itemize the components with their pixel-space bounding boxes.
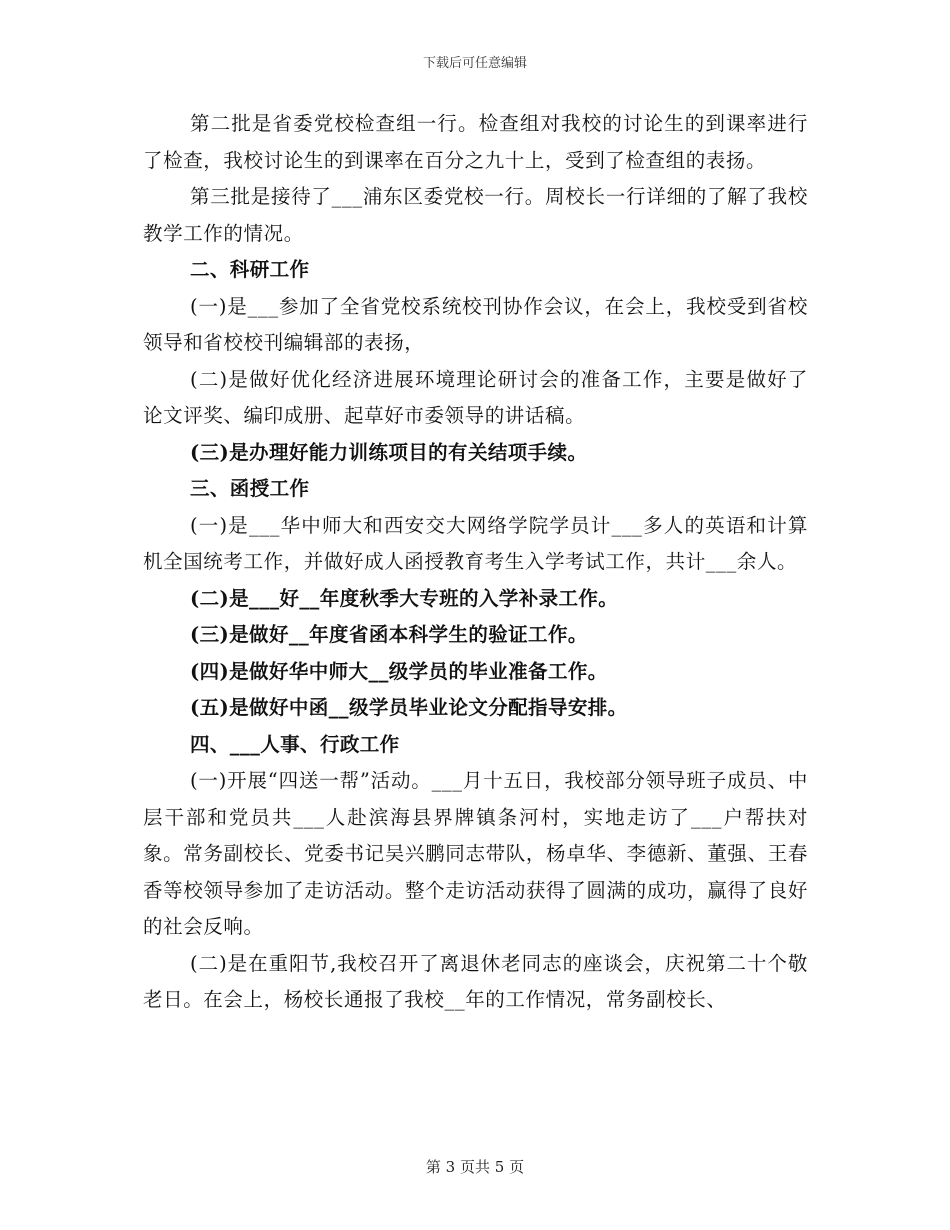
paragraph-5: (二)是做好优化经济进展环境理论研讨会的准备工作，主要是做好了论文评奖、编印成册、起草好市委领导的讲话稿。 [143, 367, 808, 427]
paragraph-10: (三)是做好__年度省函本科学生的验证工作。 [190, 623, 588, 646]
paragraph-9: (二)是___好__年度秋季大专班的入学补录工作。 [190, 586, 619, 610]
section-heading-personnel: 四、___人事、行政工作 [190, 732, 400, 756]
paragraph-11: (四)是做好华中师大__级学员的毕业准备工作。 [190, 659, 608, 683]
paragraph-14: (一)开展“四送一帮”活动。___月十五日，我校部分领导班子成员、中层干部和党员共___人赴滨海县界牌镇条河村，实地走访了___户帮扶对象。常务副校长、党委书记吴兴鹏同志带队，杨卓华、李德新、董强、王春香等校领导参加了走访活动。整个走访活动获得了圆满的成功，赢得了良好的社会反响。 [143, 769, 808, 938]
paragraph-2: 第三批是接待了___浦东区委党校一行。周校长一行详细的了解了我校教学工作的情况。 [143, 185, 808, 245]
page-footer: 第 3 页共 5 页 [425, 1158, 525, 1176]
paragraph-12: (五)是做好中函__级学员毕业论文分配指导安排。 [190, 696, 628, 719]
paragraph-1: 第二批是省委党校检查组一行。检查组对我校的讨论生的到课率进行了检查，我校讨论生的到课率在百分之九十上，受到了检查组的表扬。 [143, 112, 808, 172]
paragraph-8: (一)是___华中师大和西安交大网络学院学员计___多人的英语和计算机全国统考工作，并做好成人函授教育考生入学考试工作，共计___余人。 [143, 513, 808, 573]
section-heading-correspondence: 三、函授工作 [190, 477, 310, 500]
section-heading-research: 二、科研工作 [190, 258, 310, 281]
document-body [143, 106, 808, 1019]
paragraph-15: (二)是在重阳节,我校召开了离退休老同志的座谈会，庆祝第二十个敬老日。在会上，杨校长通报了我校__年的工作情况，常务副校长、 [143, 951, 808, 1011]
page-header: 下载后可任意编辑 [422, 56, 527, 71]
paragraph-6: (三)是办理好能力训练项目的有关结项手续。 [190, 440, 588, 464]
paragraph-4: (一)是___参加了全省党校系统校刊协作会议，在会上，我校受到省校领导和省校校刊编辑部的表扬， [143, 294, 808, 354]
